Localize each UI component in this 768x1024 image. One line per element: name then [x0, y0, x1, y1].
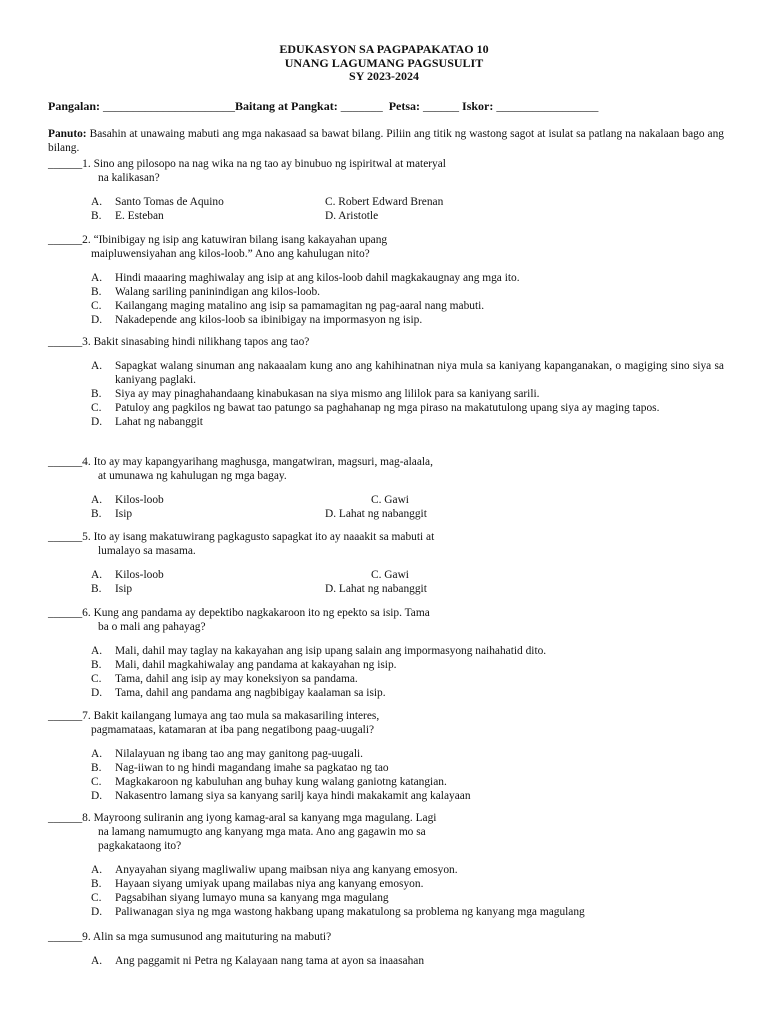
answer-blank: ______ — [48, 710, 83, 722]
header-school-year: SY 2023-2024 — [349, 69, 419, 83]
choices-list — [48, 747, 724, 803]
answer-blank: ______ — [48, 607, 83, 619]
question-3 — [48, 335, 724, 429]
grade-section-label: Baitang at Pangkat: — [235, 99, 341, 113]
choice-a: A. Nilalayuan ng ibang tao ang may ganitong pag-uugali. — [91, 748, 363, 760]
question-stem: 1. Sino ang pilosopo na nag wika na ng tao ay binubuo ng ispiritwal at materyal — [82, 158, 446, 170]
header-exam-title: UNANG LAGUMANG PAGSUSULIT — [284, 55, 484, 70]
question-5 — [48, 530, 724, 596]
choice-text: C. Gawi — [371, 569, 409, 581]
answer-blank: ______ — [48, 456, 83, 468]
question-stem-cont: ba o mali ang pahayag? — [98, 621, 206, 633]
choice-b: B. Hayaan siyang umiyak upang mailabas niya ang kanyang emosyon. — [91, 878, 424, 890]
question-stem: 7. Bakit kailangang lumaya ang tao mula sa makasariling interes, — [82, 710, 380, 722]
question-stem-cont: at umunawa ng kahulugan ng mga bagay. — [98, 470, 287, 482]
choice-b: B. Mali, dahil magkahiwalay ang pandama at kakayahan ng isip. — [91, 659, 397, 671]
choice-a: A. Ang paggamit ni Petra ng Kalayaan nang tama at ayon sa inaasahan — [91, 955, 425, 967]
directions — [48, 127, 724, 155]
choice-a: A. Hindi maaaring maghiwalay ang isip at ang kilos-loob dahil magkakaugnay ang mga ito. — [91, 272, 520, 284]
choice-d: D. Tama, dahil ang pandama ang nagbibigay kaalaman sa isip. — [91, 687, 386, 699]
question-stem: 6. Kung ang pandama ay depektibo nagkakaroon ito ng epekto sa isip. Tama — [82, 607, 430, 619]
question-stem-cont: lumalayo sa masama. — [98, 545, 196, 557]
question-stem: 3. Bakit sinasabing hindi nilikhang tapos ang tao? — [82, 336, 310, 348]
choice-a: A. Sapagkat walang sinuman ang nakaaalam kung ano ang kahihinatnan niya mula sa kaniyang kapanganakan, o magiging sino siya sa kaniyang paglaki. — [91, 360, 724, 386]
choice-c: C. Patuloy ang pagkilos ng bawat tao patungo sa paghahanap ng mga piraso na makatutulong upang siya ay maging tapos. — [91, 402, 660, 414]
choices-grid — [91, 568, 724, 596]
question-stem: 4. Ito ay may kapangyarihang maghusga, mangatwiran, magsuri, mag-alaala, — [82, 456, 433, 468]
choice-d: D. Lahat ng nabanggit — [91, 416, 203, 428]
question-stem: 8. Mayroong suliranin ang iyong kamag-aral sa kanyang mga magulang. Lagi — [82, 812, 437, 824]
choice-text: Kilos-loob — [115, 494, 164, 506]
choices-list — [48, 954, 724, 968]
directions-text: Basahin at unawaing mabuti ang mga nakasaad sa bawat bilang. Piliin ang titik ng wastong sagot at isulat sa patlang na nakalaan bago ang bilang. — [48, 128, 724, 154]
answer-blank: ______ — [48, 336, 83, 348]
choices-list — [48, 644, 724, 700]
choice-text: D. Aristotle — [325, 210, 379, 222]
answer-blank: ______ — [48, 931, 83, 943]
choice-b: B. Walang sariling paninindigan ang kilos-loob. — [91, 286, 321, 298]
score-label: Iskor: — [459, 99, 497, 113]
choice-letter: B. — [91, 508, 102, 520]
question-7 — [48, 709, 724, 803]
date-label: Petsa: — [382, 99, 424, 113]
choices-list — [48, 271, 724, 327]
document-header — [0, 43, 768, 84]
choice-a: A. Anyayahan siyang magliwaliw upang maibsan niya ang kanyang emosyon. — [91, 864, 458, 876]
grade-section-blank: _______ — [340, 99, 383, 113]
choice-b: B. Nag-iiwan to ng hindi magandang imahe sa pagkatao ng tao — [91, 762, 389, 774]
choice-text: C. Robert Edward Brenan — [325, 196, 444, 208]
directions-label: Panuto: — [48, 128, 87, 140]
choice-text: Isip — [115, 583, 133, 595]
question-stem-cont: maipluwensiyahan ang kilos-loob.” Ano ang kahulugan nito? — [91, 248, 370, 260]
choice-text: Santo Tomas de Aquino — [115, 196, 224, 208]
choices-grid — [91, 195, 724, 223]
choice-text: E. Esteban — [115, 210, 164, 222]
choice-letter: B. — [91, 583, 102, 595]
choice-letter: A. — [91, 494, 103, 506]
choice-letter: B. — [91, 210, 102, 222]
choice-c: C. Pagsabihan siyang lumayo muna sa kanyang mga magulang — [91, 892, 389, 904]
question-stem: 2. “Ibinibigay ng isip ang katuwiran bilang isang kakayahan upang — [82, 234, 388, 246]
choice-text: D. Lahat ng nabanggit — [325, 583, 427, 595]
choices-list — [48, 863, 724, 919]
answer-blank: ______ — [48, 531, 83, 543]
score-blank: _________________ — [496, 99, 599, 113]
question-1 — [48, 157, 724, 223]
question-stem-cont: pagmamataas, katamaran at iba pang negatibong paag-uugali? — [91, 724, 375, 736]
answer-blank: ______ — [48, 812, 83, 824]
question-stem-cont-2: pagkakataong ito? — [98, 840, 182, 852]
question-2 — [48, 233, 724, 327]
choice-text: D. Lahat ng nabanggit — [325, 508, 427, 520]
choice-text: Isip — [115, 508, 133, 520]
question-stem: 9. Alin sa mga sumusunod ang maituturing na mabuti? — [82, 931, 332, 943]
question-stem: 5. Ito ay isang makatuwirang pagkagusto sapagkat ito ay naaakit sa mabuti at — [82, 531, 435, 543]
choice-text: Kilos-loob — [115, 569, 164, 581]
name-label: Pangalan: — [48, 99, 104, 113]
choices-grid — [91, 493, 724, 521]
choice-d: D. Nakadepende ang kilos-loob sa ibinibigay na impormasyon ng isip. — [91, 314, 423, 326]
date-blank: ______ — [423, 99, 460, 113]
choice-b: B. Siya ay may pinaghahandaang kinabukasan na siya mismo ang lililok para sa kaniyang sarili. — [91, 388, 540, 400]
choice-text: C. Gawi — [371, 494, 409, 506]
question-4 — [48, 455, 724, 521]
question-6 — [48, 606, 724, 700]
header-subject: EDUKASYON SA PAGPAPAKATAO 10 — [279, 42, 489, 56]
answer-blank: ______ — [48, 158, 83, 170]
choice-c: C. Tama, dahil ang isip ay may koneksiyon sa pandama. — [91, 673, 358, 685]
question-8 — [48, 811, 724, 919]
choices-list — [48, 359, 724, 429]
question-stem-cont: na lamang namumugto ang kanyang mga mata. Ano ang gagawin mo sa — [98, 826, 426, 838]
student-info-line — [48, 99, 598, 113]
choice-c: C. Kailangang maging matalino ang isip sa pamamagitan ng pag-aaral nang mabuti. — [91, 300, 485, 312]
question-stem-cont: na kalikasan? — [98, 172, 160, 184]
choice-letter: A. — [91, 569, 103, 581]
choice-c: C. Magkakaroon ng kabuluhan ang buhay kung walang ganiotng katangian. — [91, 776, 447, 788]
answer-blank: ______ — [48, 234, 83, 246]
name-blank: ______________________ — [103, 99, 236, 113]
choice-a: A. Mali, dahil may taglay na kakayahan ang isip upang salain ang impormasyong naihahatid dito. — [91, 645, 547, 657]
choice-d: D. Paliwanagan siya ng mga wastong hakbang upang makatulong sa problema ng kanyang mga magulang — [91, 906, 585, 918]
question-9 — [48, 930, 724, 968]
choice-d: D. Nakasentro lamang siya sa kanyang sarilj kaya hindi makakamit ang kalayaan — [91, 790, 471, 802]
choice-letter: A. — [91, 196, 103, 208]
